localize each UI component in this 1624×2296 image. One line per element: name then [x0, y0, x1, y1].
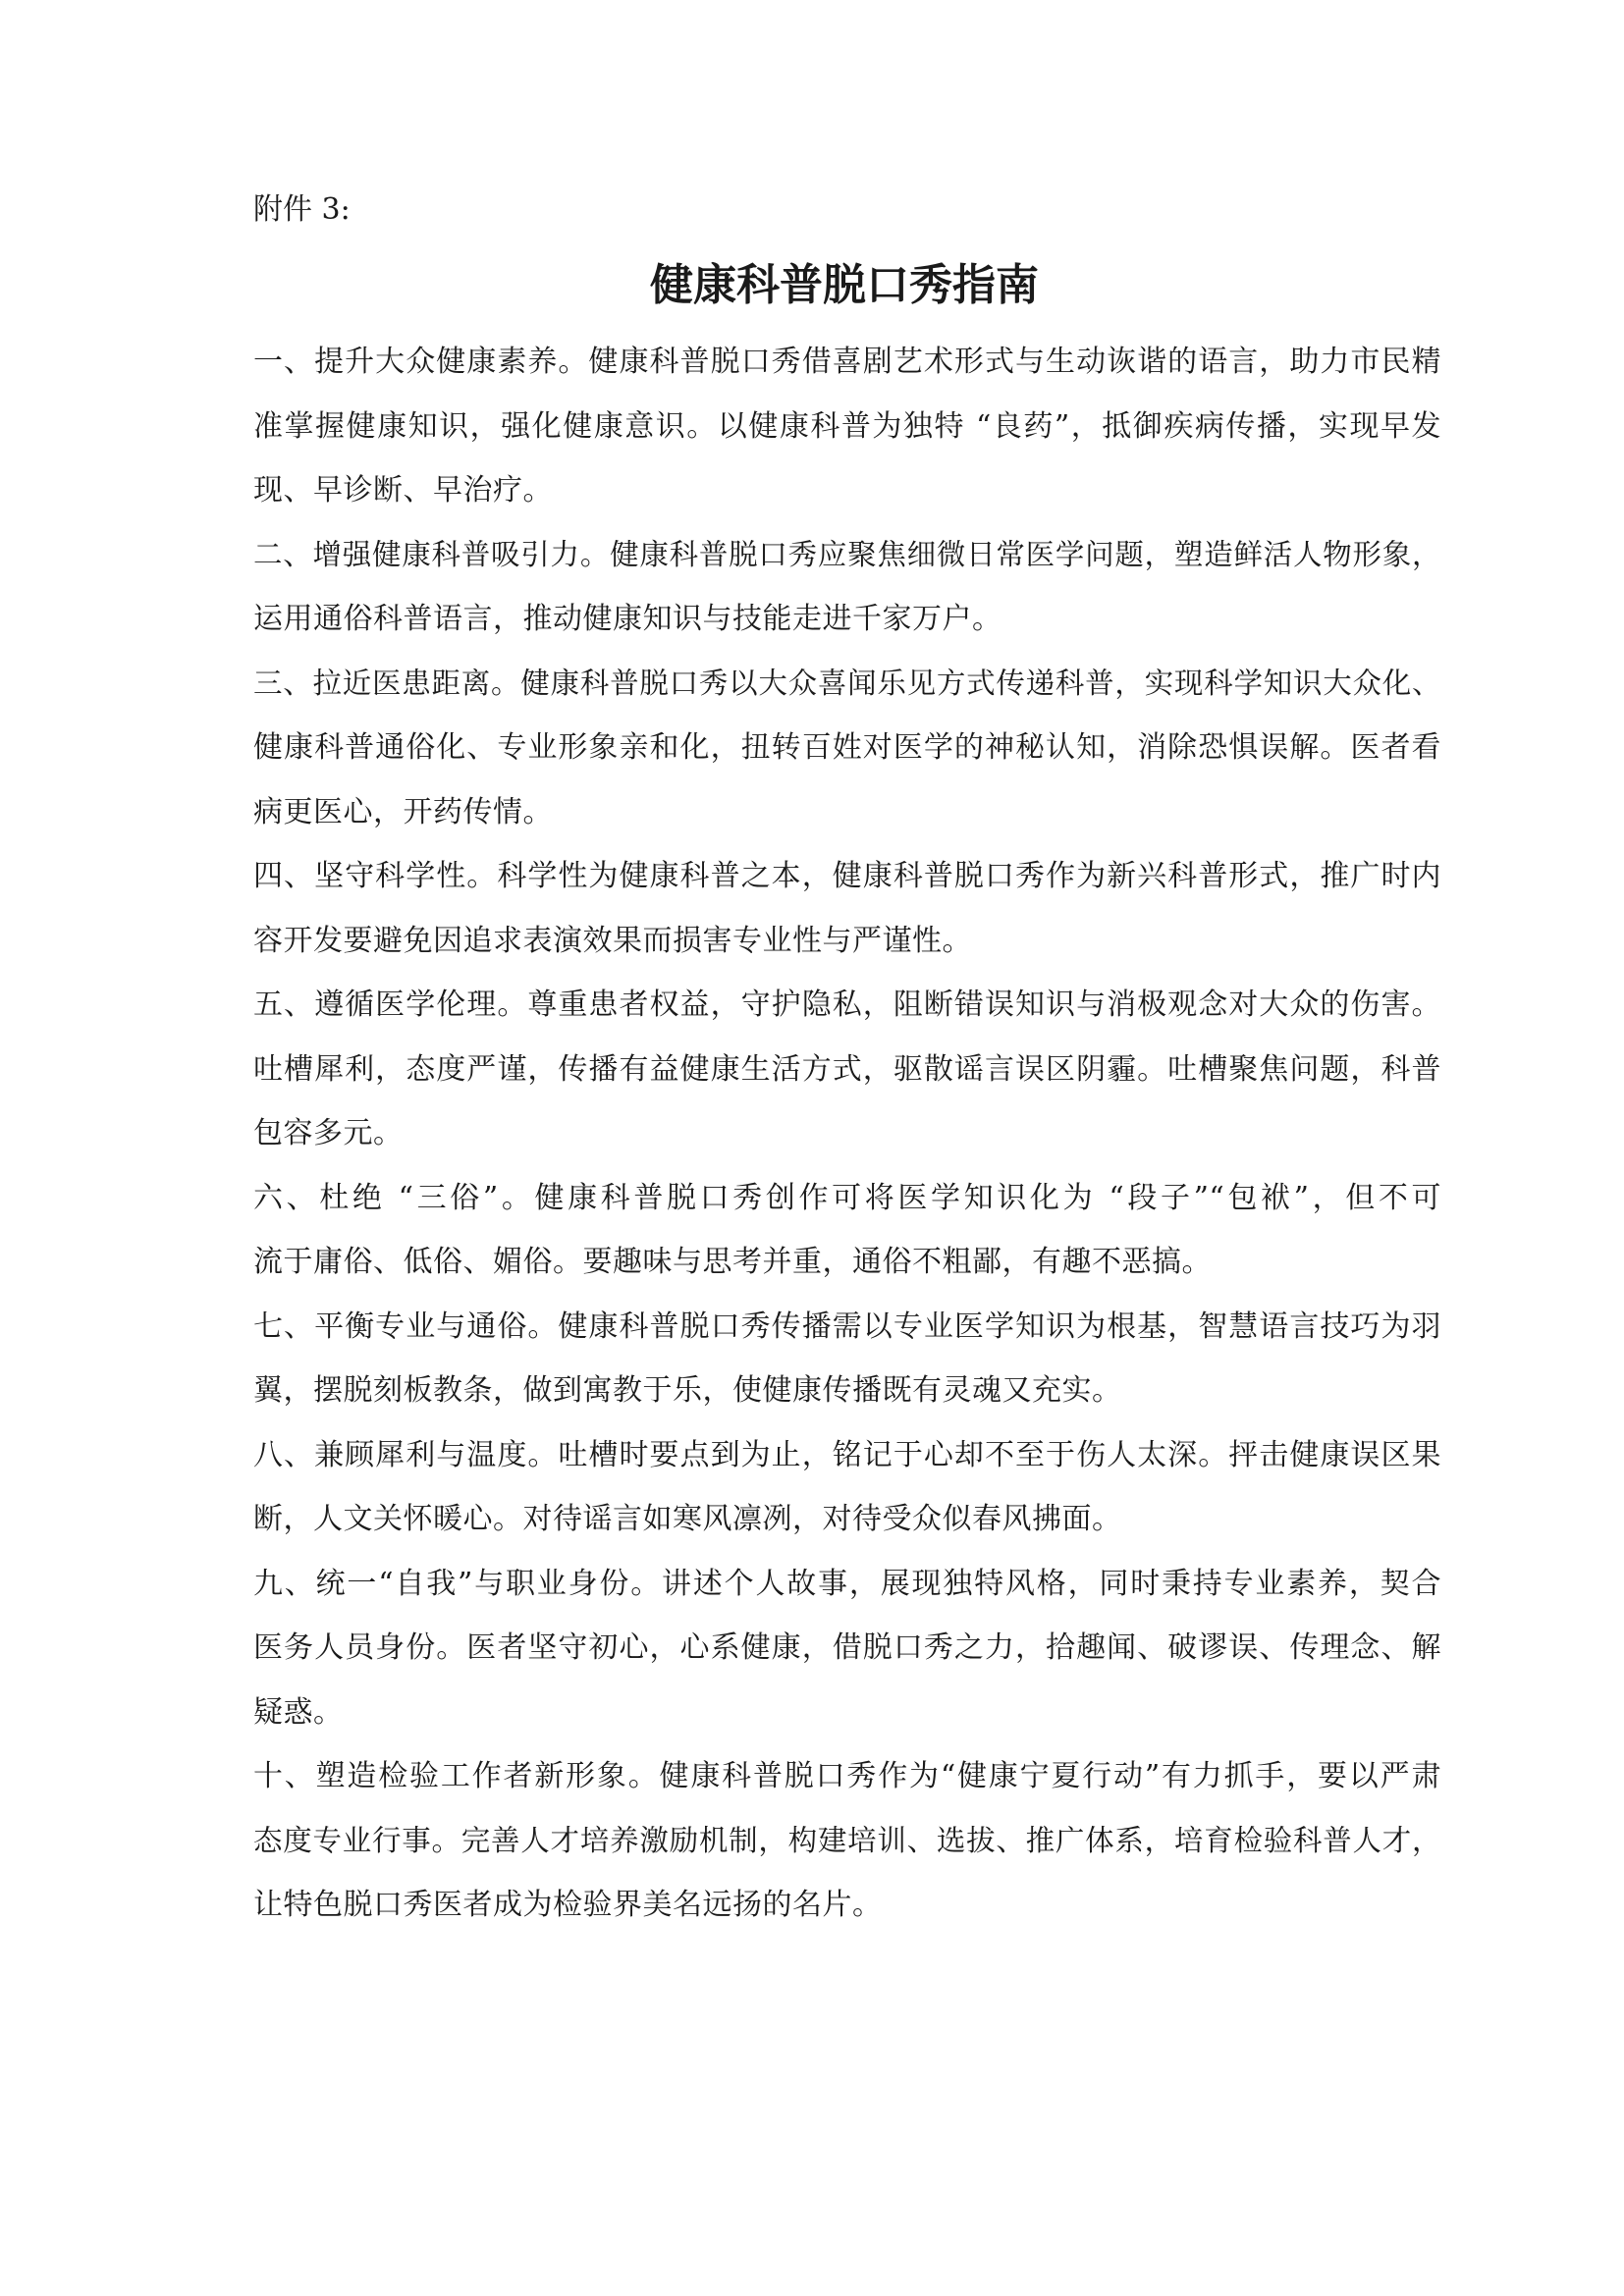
paragraph-line: 现、早诊断、早治疗。 [253, 473, 553, 507]
paragraph-line: 三、拉近医患距离。健康科普脱口秀以大众喜闻乐见方式传递科普，实现科学知识大众化、 [253, 666, 1441, 700]
paragraph-line: 二、增强健康科普吸引力。健康科普脱口秀应聚焦细微日常医学问题，塑造鲜活人物形象， [253, 537, 1441, 571]
paragraph-line: 让特色脱口秀医者成为检验界美名远扬的名片。 [253, 1888, 883, 1922]
paragraph-line: 准掌握健康知识，强化健康意识。以健康科普为独特 “良药”，抵御疾病传播，实现早发 [253, 408, 1441, 444]
paragraph-2 [253, 523, 1441, 652]
paragraph-line: 医务人员身份。医者坚守初心，心系健康，借脱口秀之力，拾趣闻、破谬误、传理念、解 [253, 1630, 1441, 1665]
paragraph-7 [253, 1295, 1441, 1423]
paragraph-line: 六、杜绝 “三俗”。健康科普脱口秀创作可将医学知识化为 “段子”“包袱”，但不可 [253, 1180, 1441, 1215]
document-title: 健康科普脱口秀指南 [650, 260, 1039, 310]
paragraph-line: 七、平衡专业与通俗。健康科普脱口秀传播需以专业医学知识为根基，智慧语言技巧为羽 [253, 1308, 1441, 1344]
document-body [253, 330, 1441, 1938]
paragraph-line: 运用通俗科普语言，推动健康知识与技能走进千家万户。 [253, 602, 1002, 636]
paragraph-line: 流于庸俗、低俗、媚俗。要趣味与思考并重，通俗不粗鄙，有趣不恶搞。 [253, 1245, 1212, 1279]
paragraph-line: 十、塑造检验工作者新形象。健康科普脱口秀作为“健康宁夏行动”有力抓手，要以严肃 [253, 1759, 1441, 1793]
paragraph-line: 态度专业行事。完善人才培养激励机制，构建培训、选拔、推广体系，培育检验科普人才， [253, 1823, 1441, 1857]
attachment-label: 附件 3: [253, 192, 351, 227]
paragraph-6 [253, 1166, 1441, 1295]
paragraph-3 [253, 652, 1441, 845]
paragraph-4 [253, 844, 1441, 973]
paragraph-line: 包容多元。 [253, 1116, 404, 1150]
paragraph-line: 病更医心，开药传情。 [253, 794, 553, 829]
paragraph-5 [253, 973, 1441, 1166]
paragraph-line: 吐槽犀利，态度严谨，传播有益健康生活方式，驱散谣言误区阴霾。吐槽聚焦问题，科普 [253, 1051, 1441, 1087]
paragraph-9 [253, 1552, 1441, 1745]
paragraph-line: 九、统一“自我”与职业身份。讲述个人故事，展现独特风格，同时秉持专业素养，契合 [253, 1566, 1441, 1601]
paragraph-8 [253, 1423, 1441, 1552]
paragraph-line: 断，人文关怀暖心。对待谣言如寒风凛冽，对待受众似春风拂面。 [253, 1502, 1122, 1536]
paragraph-1 [253, 330, 1441, 523]
paragraph-line: 疑惑。 [253, 1694, 344, 1730]
paragraph-10 [253, 1744, 1441, 1938]
paragraph-line: 一、提升大众健康素养。健康科普脱口秀借喜剧艺术形式与生动诙谐的语言，助力市民精 [253, 345, 1441, 379]
paragraph-line: 八、兼顾犀利与温度。吐槽时要点到为止，铭记于心却不至于伤人太深。抨击健康误区果 [253, 1437, 1441, 1472]
paragraph-line: 四、坚守科学性。科学性为健康科普之本，健康科普脱口秀作为新兴科普形式，推广时内 [253, 859, 1441, 893]
paragraph-line: 容开发要避免因追求表演效果而损害专业性与严谨性。 [253, 923, 972, 958]
paragraph-line: 健康科普通俗化、专业形象亲和化，扭转百姓对医学的神秘认知，消除恐惧误解。医者看 [253, 730, 1441, 765]
paragraph-line: 翼，摆脱刻板教条，做到寓教于乐，使健康传播既有灵魂又充实。 [253, 1373, 1122, 1408]
paragraph-line: 五、遵循医学伦理。尊重患者权益，守护隐私，阻断错误知识与消极观念对大众的伤害。 [253, 988, 1441, 1022]
